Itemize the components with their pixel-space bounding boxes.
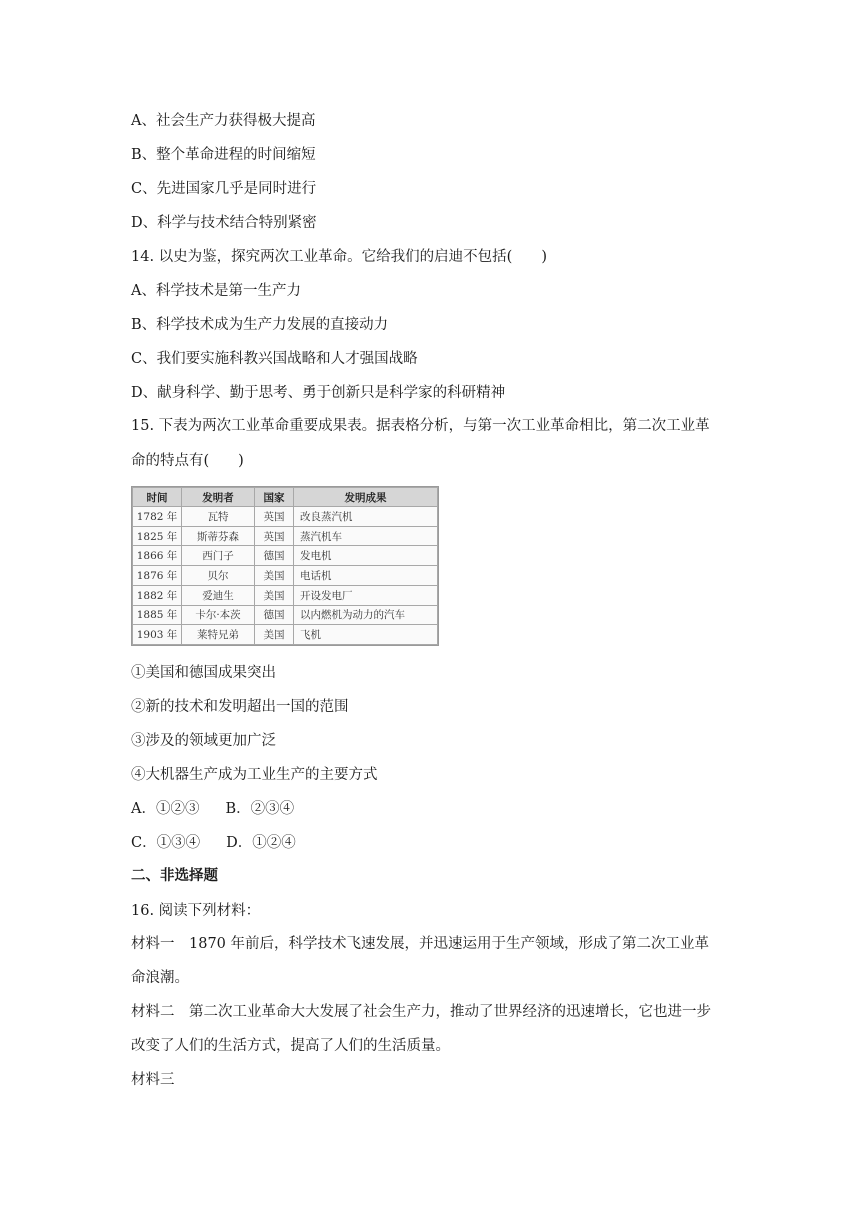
header-inventor: 发明者	[182, 488, 255, 507]
header-time: 时间	[133, 488, 182, 507]
q13-option-b: B、整个革命进程的时间缩短	[131, 147, 316, 163]
q15-stem-line2: 命的特点有( )	[131, 453, 244, 469]
cell-time: 1903 年	[133, 625, 182, 645]
q16-material-2-line2: 改变了人们的生活方式，提高了人们的生活质量。	[131, 1038, 450, 1054]
q15-statement-4: ④大机器生产成为工业生产的主要方式	[131, 767, 378, 783]
cell-time: 1825 年	[133, 526, 182, 546]
inventions-table	[132, 487, 438, 645]
cell-inventor: 贝尔	[182, 566, 255, 586]
cell-country: 美国	[255, 566, 294, 586]
q14-option-d: D、献身科学、勤于思考、勇于创新只是科学家的科研精神	[131, 385, 506, 401]
cell-achievement: 改良蒸汽机	[294, 507, 438, 527]
cell-time: 1876 年	[133, 566, 182, 586]
cell-country: 德国	[255, 546, 294, 566]
q15-statement-1: ①美国和德国成果突出	[131, 665, 276, 681]
table-header-row	[133, 488, 438, 507]
cell-time: 1866 年	[133, 546, 182, 566]
cell-achievement: 蒸汽机车	[294, 526, 438, 546]
cell-inventor: 爱迪生	[182, 585, 255, 605]
cell-achievement: 发电机	[294, 546, 438, 566]
q14-stem: 14. 以史为鉴，探究两次工业革命。它给我们的启迪不包括( )	[131, 249, 547, 265]
q13-option-a: A、社会生产力获得极大提高	[131, 113, 316, 129]
table-row	[133, 585, 438, 605]
cell-time: 1782 年	[133, 507, 182, 527]
header-achievement: 发明成果	[294, 488, 438, 507]
q14-option-c: C、我们要实施科教兴国战略和人才强国战略	[131, 351, 418, 367]
table-row	[133, 507, 438, 527]
q16-stem: 16. 阅读下列材料：	[131, 903, 261, 919]
cell-time: 1882 年	[133, 585, 182, 605]
cell-achievement: 飞机	[294, 625, 438, 645]
q15-choices-row-1	[131, 799, 294, 819]
table-row	[133, 625, 438, 645]
q14-option-a: A、科学技术是第一生产力	[131, 283, 301, 299]
q13-option-c: C、先进国家几乎是同时进行	[131, 181, 317, 197]
q15-choice-c: C．①③④	[131, 835, 201, 851]
q13-option-d: D、科学与技术结合特别紧密	[131, 215, 317, 231]
cell-achievement: 以内燃机为动力的汽车	[294, 605, 438, 625]
q15-stem-line1: 15. 下表为两次工业革命重要成果表。据表格分析，与第一次工业革命相比，第二次工业革	[131, 418, 710, 434]
q16-material-2-line1: 材料二 第二次工业革命大大发展了社会生产力，推动了世界经济的迅速增长，它也进一步	[131, 1004, 711, 1020]
table-row	[133, 546, 438, 566]
cell-achievement: 电话机	[294, 566, 438, 586]
q15-choice-a: A．①②③	[131, 801, 200, 817]
q14-option-b: B、科学技术成为生产力发展的直接动力	[131, 317, 389, 333]
cell-country: 德国	[255, 605, 294, 625]
cell-country: 英国	[255, 526, 294, 546]
cell-inventor: 斯蒂芬森	[182, 526, 255, 546]
q15-statement-3: ③涉及的领域更加广泛	[131, 733, 276, 749]
q16-material-3: 材料三	[131, 1072, 175, 1088]
cell-country: 英国	[255, 507, 294, 527]
cell-inventor: 瓦特	[182, 507, 255, 527]
section-title: 二、非选择题	[131, 867, 218, 884]
table-row	[133, 605, 438, 625]
cell-country: 美国	[255, 585, 294, 605]
cell-achievement: 开设发电厂	[294, 585, 438, 605]
q15-choices-row-2	[131, 833, 296, 853]
q15-choice-b: B．②③④	[225, 801, 295, 817]
cell-time: 1885 年	[133, 605, 182, 625]
q15-choice-d: D．①②④	[226, 835, 296, 851]
inventions-table-image	[131, 486, 439, 646]
table-row	[133, 566, 438, 586]
q16-material-1-line1: 材料一 1870 年前后，科学技术飞速发展，并迅速运用于生产领域，形成了第二次工业革	[131, 936, 710, 952]
cell-inventor: 莱特兄弟	[182, 625, 255, 645]
table-row	[133, 526, 438, 546]
cell-country: 美国	[255, 625, 294, 645]
cell-inventor: 西门子	[182, 546, 255, 566]
cell-inventor: 卡尔·本茨	[182, 605, 255, 625]
q15-statement-2: ②新的技术和发明超出一国的范围	[131, 699, 349, 715]
q16-material-1-line2: 命浪潮。	[131, 970, 189, 986]
header-country: 国家	[255, 488, 294, 507]
